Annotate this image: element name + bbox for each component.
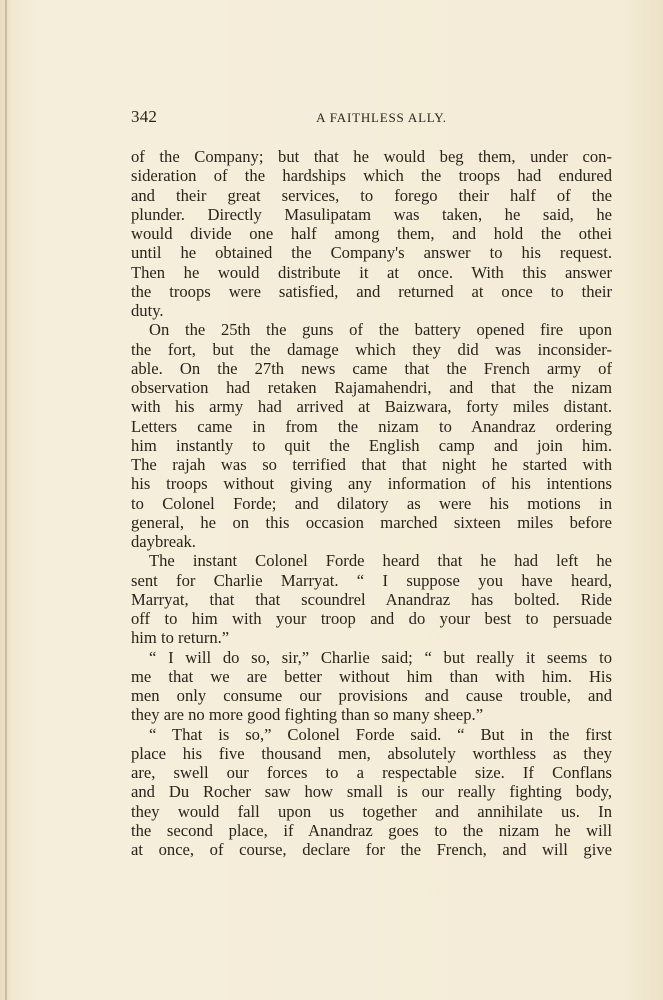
text-line: place his five thousand men, absolutely worthless as they [131, 743, 612, 763]
text-line: until he obtained the Company's answer to his request. [131, 243, 612, 263]
text-line: Letters came in from the nizam to Anandraz ordering [131, 416, 612, 436]
text-line: able. On the 27th news came that the French army of [131, 358, 612, 378]
text-line: daybreak. [131, 532, 196, 551]
text-line: him instantly to quit the English camp and join him. [131, 435, 612, 455]
text-line: the second place, if Anandraz goes to the nizam he will [131, 820, 612, 840]
text-line: plunder. Directly Masulipatam was taken, he said, he [131, 204, 612, 224]
text-line: of the Company; but that he would beg them, under con- [131, 147, 612, 166]
text-line: his troops without giving any information of his intentions [131, 474, 612, 494]
body-text [131, 147, 612, 859]
text-line: to Colonel Forde; and dilatory as were his motions in [131, 493, 612, 513]
text-line: duty. [131, 301, 164, 320]
text-line: general, he on this occasion marched sixteen miles before [131, 512, 612, 532]
running-title: A FAITHLESS ALLY. [316, 110, 447, 125]
text-line: the troops were satisfied, and returned at once to their [131, 281, 612, 301]
text-line: sideration of the hardships which the troops had endured [131, 166, 612, 186]
text-line: observation had retaken Rajamahendri, and that the nizam [131, 378, 612, 397]
page-gutter-edge [5, 0, 7, 1000]
text-line: men only consume our provisions and cause trouble, and [131, 686, 612, 705]
text-line: and Du Rocher saw how small is our really fighting body, [131, 782, 612, 802]
text-line: sent for Charlie Marryat. “ I suppose you have heard, [131, 570, 612, 590]
text-line: at once, of course, declare for the French, and will give [131, 840, 612, 859]
text-line: off to him with your troop and do your best to persuade [131, 609, 612, 628]
text-line: The rajah was so terrified that that night he started with [131, 455, 612, 474]
text-line: Then he would distribute it at once. With this answer [131, 262, 612, 282]
text-line: they would fall upon us together and annihilate us. In [131, 801, 612, 821]
text-line: “ I will do so, sir,” Charlie said; “ but really it seems to [149, 647, 612, 667]
text-line: him to return.” [131, 628, 230, 648]
text-line: the fort, but the damage which they did was inconsider- [131, 339, 612, 359]
text-line: “ That is so,” Colonel Forde said. “ But in the first [149, 724, 612, 744]
text-line: Marryat, that that scoundrel Anandraz has bolted. Ride [131, 589, 612, 609]
text-line: they are no more good fighting than so many sheep.” [131, 705, 484, 725]
text-line: The instant Colonel Forde heard that he had left he [149, 551, 612, 571]
text-line: with his army had arrived at Baizwara, forty miles distant. [131, 397, 612, 417]
text-line: On the 25th the guns of the battery opened fire upon [149, 320, 612, 340]
text-line: would divide one half among them, and hold the othei [131, 224, 612, 243]
text-line: me that we are better without him than with him. His [131, 666, 612, 686]
page-number: 342 [131, 107, 158, 126]
page-header [131, 107, 612, 131]
text-line: and their great services, to forego their half of the [131, 185, 612, 205]
text-line: are, swell our forces to a respectable size. If Conflans [131, 763, 612, 782]
